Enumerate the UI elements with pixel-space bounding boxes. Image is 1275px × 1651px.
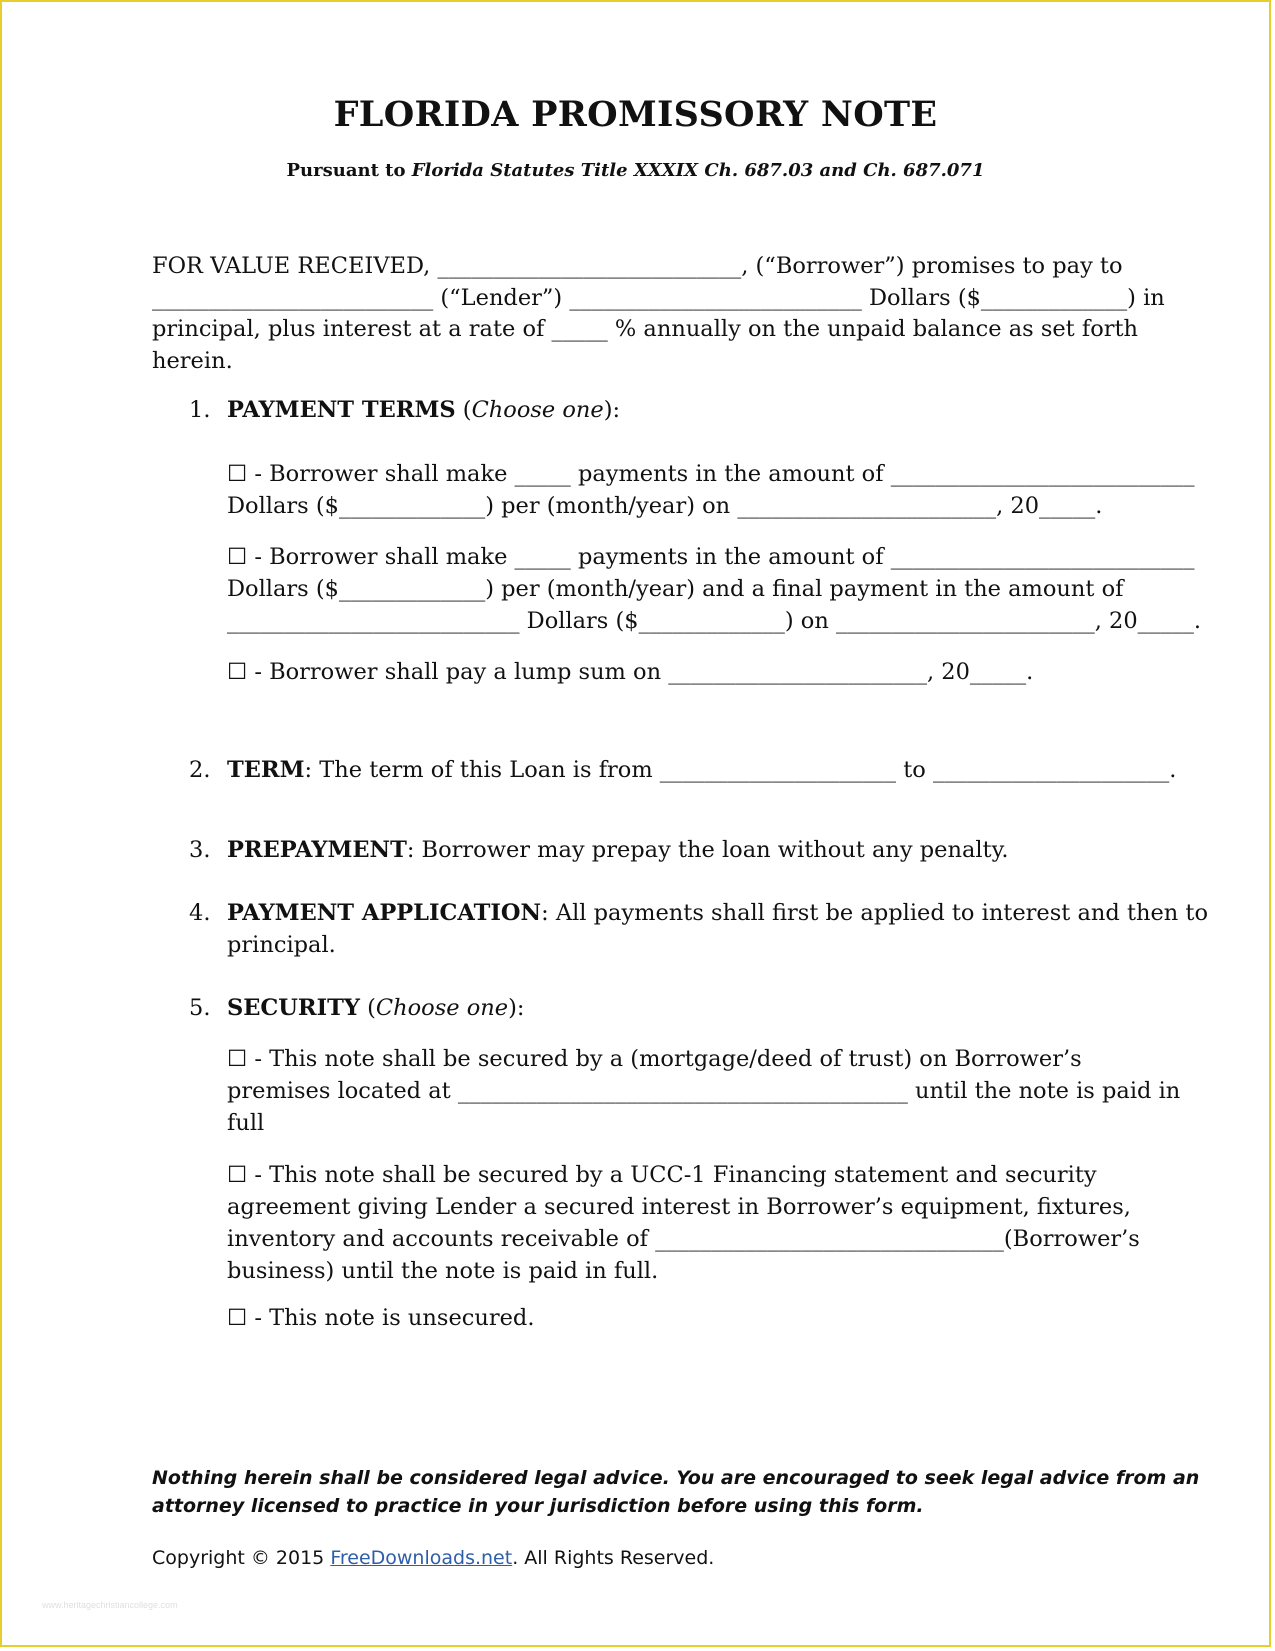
intro-line: _________________________ (“Lender”) __________________________ Dollars ($_____________) in <box>152 284 1165 311</box>
section-5-heading: SECURITY <box>227 995 360 1021</box>
freedownloads-link[interactable]: FreeDownloads.net <box>330 1547 513 1569</box>
paren: ): <box>508 995 525 1021</box>
section-5-number: 5. <box>189 995 211 1021</box>
section-4-number: 4. <box>189 900 211 926</box>
intro-paragraph <box>152 251 1165 377</box>
option-line: ☐ - Borrower shall pay a lump sum on _______________________, 20_____. <box>227 659 1034 685</box>
section-2-text: : The term of this Loan is from _____________________ to _____________________. <box>304 757 1177 783</box>
document-subtitle <box>2 160 1269 181</box>
copyright-suffix: . All Rights Reserved. <box>512 1547 715 1569</box>
section-2-heading: TERM <box>227 757 305 783</box>
disclaimer-line: Nothing herein shall be considered legal advice. You are encouraged to seek legal advice from an <box>152 1467 1200 1489</box>
security-option-2 <box>227 1159 1140 1287</box>
intro-line: FOR VALUE RECEIVED, ___________________________, (“Borrower”) promises to pay to <box>152 253 1123 279</box>
section-3-text: : Borrower may prepay the loan without any penalty. <box>406 837 1009 863</box>
section-4-line <box>227 897 1209 929</box>
section-1-heading-line <box>227 394 1157 426</box>
document-title: FLORIDA PROMISSORY NOTE <box>333 94 938 135</box>
intro-line: principal, plus interest at a rate of _____ % annually on the unpaid balance as set forth <box>152 316 1139 342</box>
section-4-text: : All payments shall first be applied to interest and then to <box>541 900 1209 926</box>
section-3-heading: PREPAYMENT <box>227 837 407 863</box>
option-line: ☐ - This note shall be secured by a (mortgage/deed of trust) on Borrower’s <box>227 1046 1082 1072</box>
option-line: Dollars ($_____________) per (month/year) on _______________________, 20_____. <box>227 493 1103 519</box>
section-3-line <box>227 834 1157 866</box>
option-line: ☐ - This note is unsecured. <box>227 1305 535 1331</box>
security-option-3 <box>227 1302 1127 1334</box>
option-line: ☐ - Borrower shall make _____ payments in the amount of ___________________________ <box>227 461 1195 487</box>
section-2-line <box>227 754 1177 786</box>
option-line: __________________________ Dollars ($_____________) on _______________________, 20_____. <box>227 608 1202 634</box>
security-option-1 <box>227 1043 1181 1139</box>
option-line: business) until the note is paid in full. <box>227 1258 659 1284</box>
disclaimer-line: attorney licensed to practice in your jurisdiction before using this form. <box>152 1495 924 1517</box>
payment-option-3 <box>227 656 1127 688</box>
paren: ): <box>603 397 621 423</box>
watermark-text: www.heritagechristiancollege.com <box>42 1600 178 1610</box>
paren: ( <box>359 995 376 1021</box>
subtitle-statute: Florida Statutes Title XXXIX Ch. 687.03 and Ch. 687.071 <box>411 160 985 181</box>
section-1-heading: PAYMENT TERMS <box>227 397 456 423</box>
paren: ( <box>455 397 472 423</box>
choose-one-label: Choose one <box>471 397 604 423</box>
payment-option-1 <box>227 458 1195 522</box>
subtitle-prefix: Pursuant to <box>286 160 412 181</box>
payment-option-2 <box>227 541 1202 637</box>
option-line: ☐ - Borrower shall make _____ payments in the amount of ___________________________ <box>227 544 1195 570</box>
section-4-heading: PAYMENT APPLICATION <box>227 900 542 926</box>
option-line: ☐ - This note shall be secured by a UCC-1 Financing statement and security <box>227 1162 1097 1188</box>
option-line: Dollars ($_____________) per (month/year) and a final payment in the amount of <box>227 576 1124 602</box>
section-4-paragraph <box>227 897 1209 961</box>
section-1-number: 1. <box>189 397 211 423</box>
section-4-line: principal. <box>227 932 336 958</box>
copyright-notice <box>152 1547 714 1569</box>
choose-one-label: Choose one <box>375 995 509 1021</box>
section-5-heading-line <box>227 992 1157 1024</box>
option-line: agreement giving Lender a secured interest in Borrower’s equipment, fixtures, <box>227 1194 1131 1220</box>
copyright-prefix: Copyright © 2015 <box>152 1547 331 1569</box>
option-line: premises located at ________________________________________ until the note is paid in <box>227 1078 1181 1104</box>
section-2-number: 2. <box>189 757 211 783</box>
section-3-number: 3. <box>189 837 211 863</box>
intro-line: herein. <box>152 347 233 374</box>
option-line: inventory and accounts receivable of _______________________________(Borrower’s <box>227 1226 1140 1252</box>
option-line: full <box>227 1110 265 1136</box>
legal-disclaimer <box>152 1464 1200 1520</box>
